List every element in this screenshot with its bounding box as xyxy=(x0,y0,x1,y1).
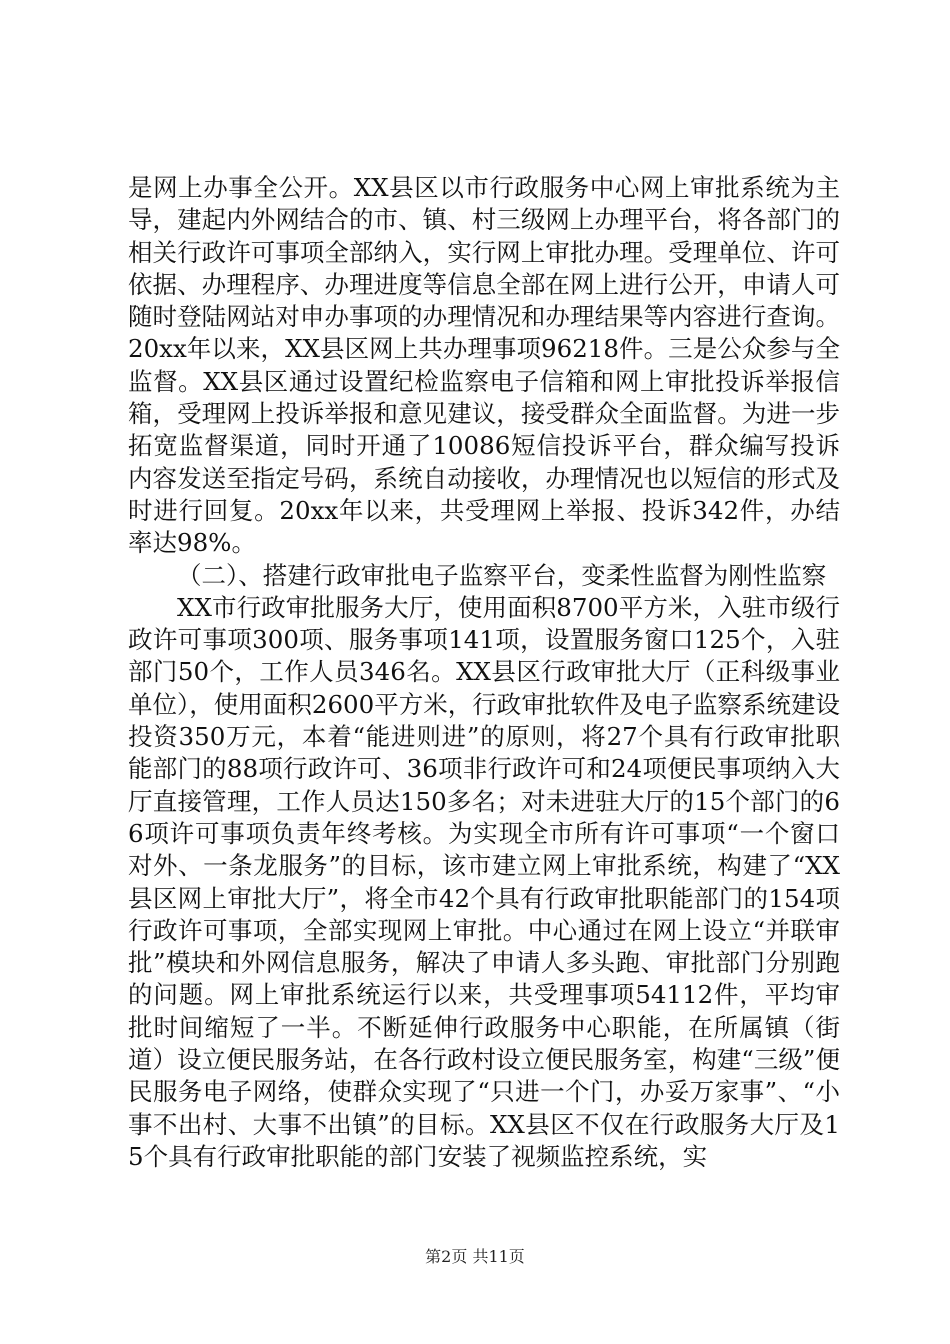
paragraph-approval-hall: XX市行政审批服务大厅，使用面积8700平方米，入驻市级行政许可事项300项、服务事项141项，设置服务窗口125个，入驻部门50个，工作人员346名。XX县区行政审批大厅（正科级事业单位），使用面积2600平方米，行政审批软件及电子监察系统建设投资350万元，本着“能进则进”的原则，将27个具有行政审批职能部门的88项行政许可、36项非行政许可和24项便民事项纳入大厅直接管理，工作人员达150多名；对未进驻大厅的15个部门的66项许可事项负责年终考核。为实现全市所有许可事项“一个窗口对外、一条龙服务”的目标，该市建立网上审批系统，构建了“XX县区网上审批大厅”，将全市42个具有行政审批职能部门的154项行政许可事项，全部实现网上审批。中心通过在网上设立“并联审批”模块和外网信息服务，解决了申请人多头跑、审批部门分别跑的问题。网上审批系统运行以来，共受理事项54112件，平均审批时间缩短了一半。不断延伸行政服务中心职能，在所属镇（街道）设立便民服务站，在各行政村设立便民服务室，构建“三级”便民服务电子网络，使群众实现了“只进一个门，办妥万家事”、“小事不出村、大事不出镇”的目标。XX县区不仅在行政服务大厅及15个具有行政审批职能的部门安装了视频监控系统，实 xyxy=(128,592,840,1171)
document-body xyxy=(128,172,840,1173)
paragraph-online-disclosure: 是网上办事全公开。XX县区以市行政服务中心网上审批系统为主导，建起内外网结合的市、镇、村三级网上办理平台，将各部门的相关行政许可事项全部纳入，实行网上审批办理。受理单位、许可依据、办理程序、办理进度等信息全部在网上进行公开，申请人可随时登陆网站对申办事项的办理情况和办理结果等内容进行查询。20xx年以来，XX县区网上共办理事项96218件。三是公众参与全监督。XX县区通过设置纪检监察电子信箱和网上审批投诉举报信箱，受理网上投诉举报和意见建议，接受群众全面监督。为进一步拓宽监督渠道，同时开通了10086短信投诉平台，群众编写投诉内容发送至指定号码，系统自动接收，办理情况也以短信的形式及时进行回复。20xx年以来，共受理网上举报、投诉342件，办结率达98%。 xyxy=(128,173,840,558)
section-heading: （二）、搭建行政审批电子监察平台，变柔性监督为刚性监察 xyxy=(177,560,827,590)
page-number-footer: 第2页 共11页 xyxy=(425,1247,525,1266)
